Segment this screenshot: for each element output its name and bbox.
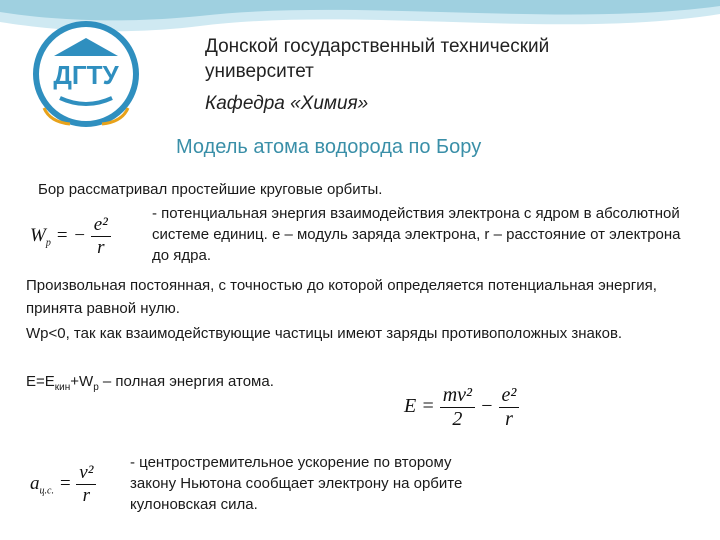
paragraph-wp-negative: Wp<0, так как взаимодействующие частицы имеют заряды противоположных знаков. bbox=[26, 325, 623, 342]
paragraph-constant: Произвольная постоянная, с точностью до которой определяется потенциальная энергия, принята равной нулю. bbox=[26, 277, 657, 317]
university-name-line2: университет bbox=[205, 61, 314, 82]
acceleration-description: - центростремительное ускорение по второму закону Ньютона сообщает электрону на орбите кулоновская сила. bbox=[130, 454, 463, 513]
university-name-line1: Донской государственный технический bbox=[205, 36, 550, 57]
potential-energy-description: - потенциальная энергия взаимодействия электрона с ядром в абсолютной системе единиц. e – модуль заряда электрона, r – расстояние от электрона до ядра. bbox=[152, 205, 681, 264]
header-text bbox=[205, 34, 549, 116]
department-name: Кафедра «Химия» bbox=[205, 93, 369, 114]
slide-title: Модель атома водорода по Бору bbox=[176, 136, 482, 158]
total-energy-formula: E = $\frac{\text{mv²}}{2}$ − $\frac{\text{e²}}{r}$ bbox=[404, 384, 519, 431]
acceleration-formula: $a_{ц.с.}$ = $\frac{\text{v²}}{r}$ bbox=[30, 462, 96, 507]
svg-text:ДГТУ: ДГТУ bbox=[53, 60, 119, 90]
university-logo bbox=[30, 18, 142, 130]
intro-text: Бор рассматривал простейшие круговые орбиты. bbox=[38, 181, 383, 198]
potential-energy-formula: $W_p$ = − $\frac{\text{e²}}{r}$ bbox=[30, 214, 111, 259]
paragraph-total-energy: $E=E_{кин}+W_p$ – полная энергия атома. bbox=[26, 373, 274, 393]
